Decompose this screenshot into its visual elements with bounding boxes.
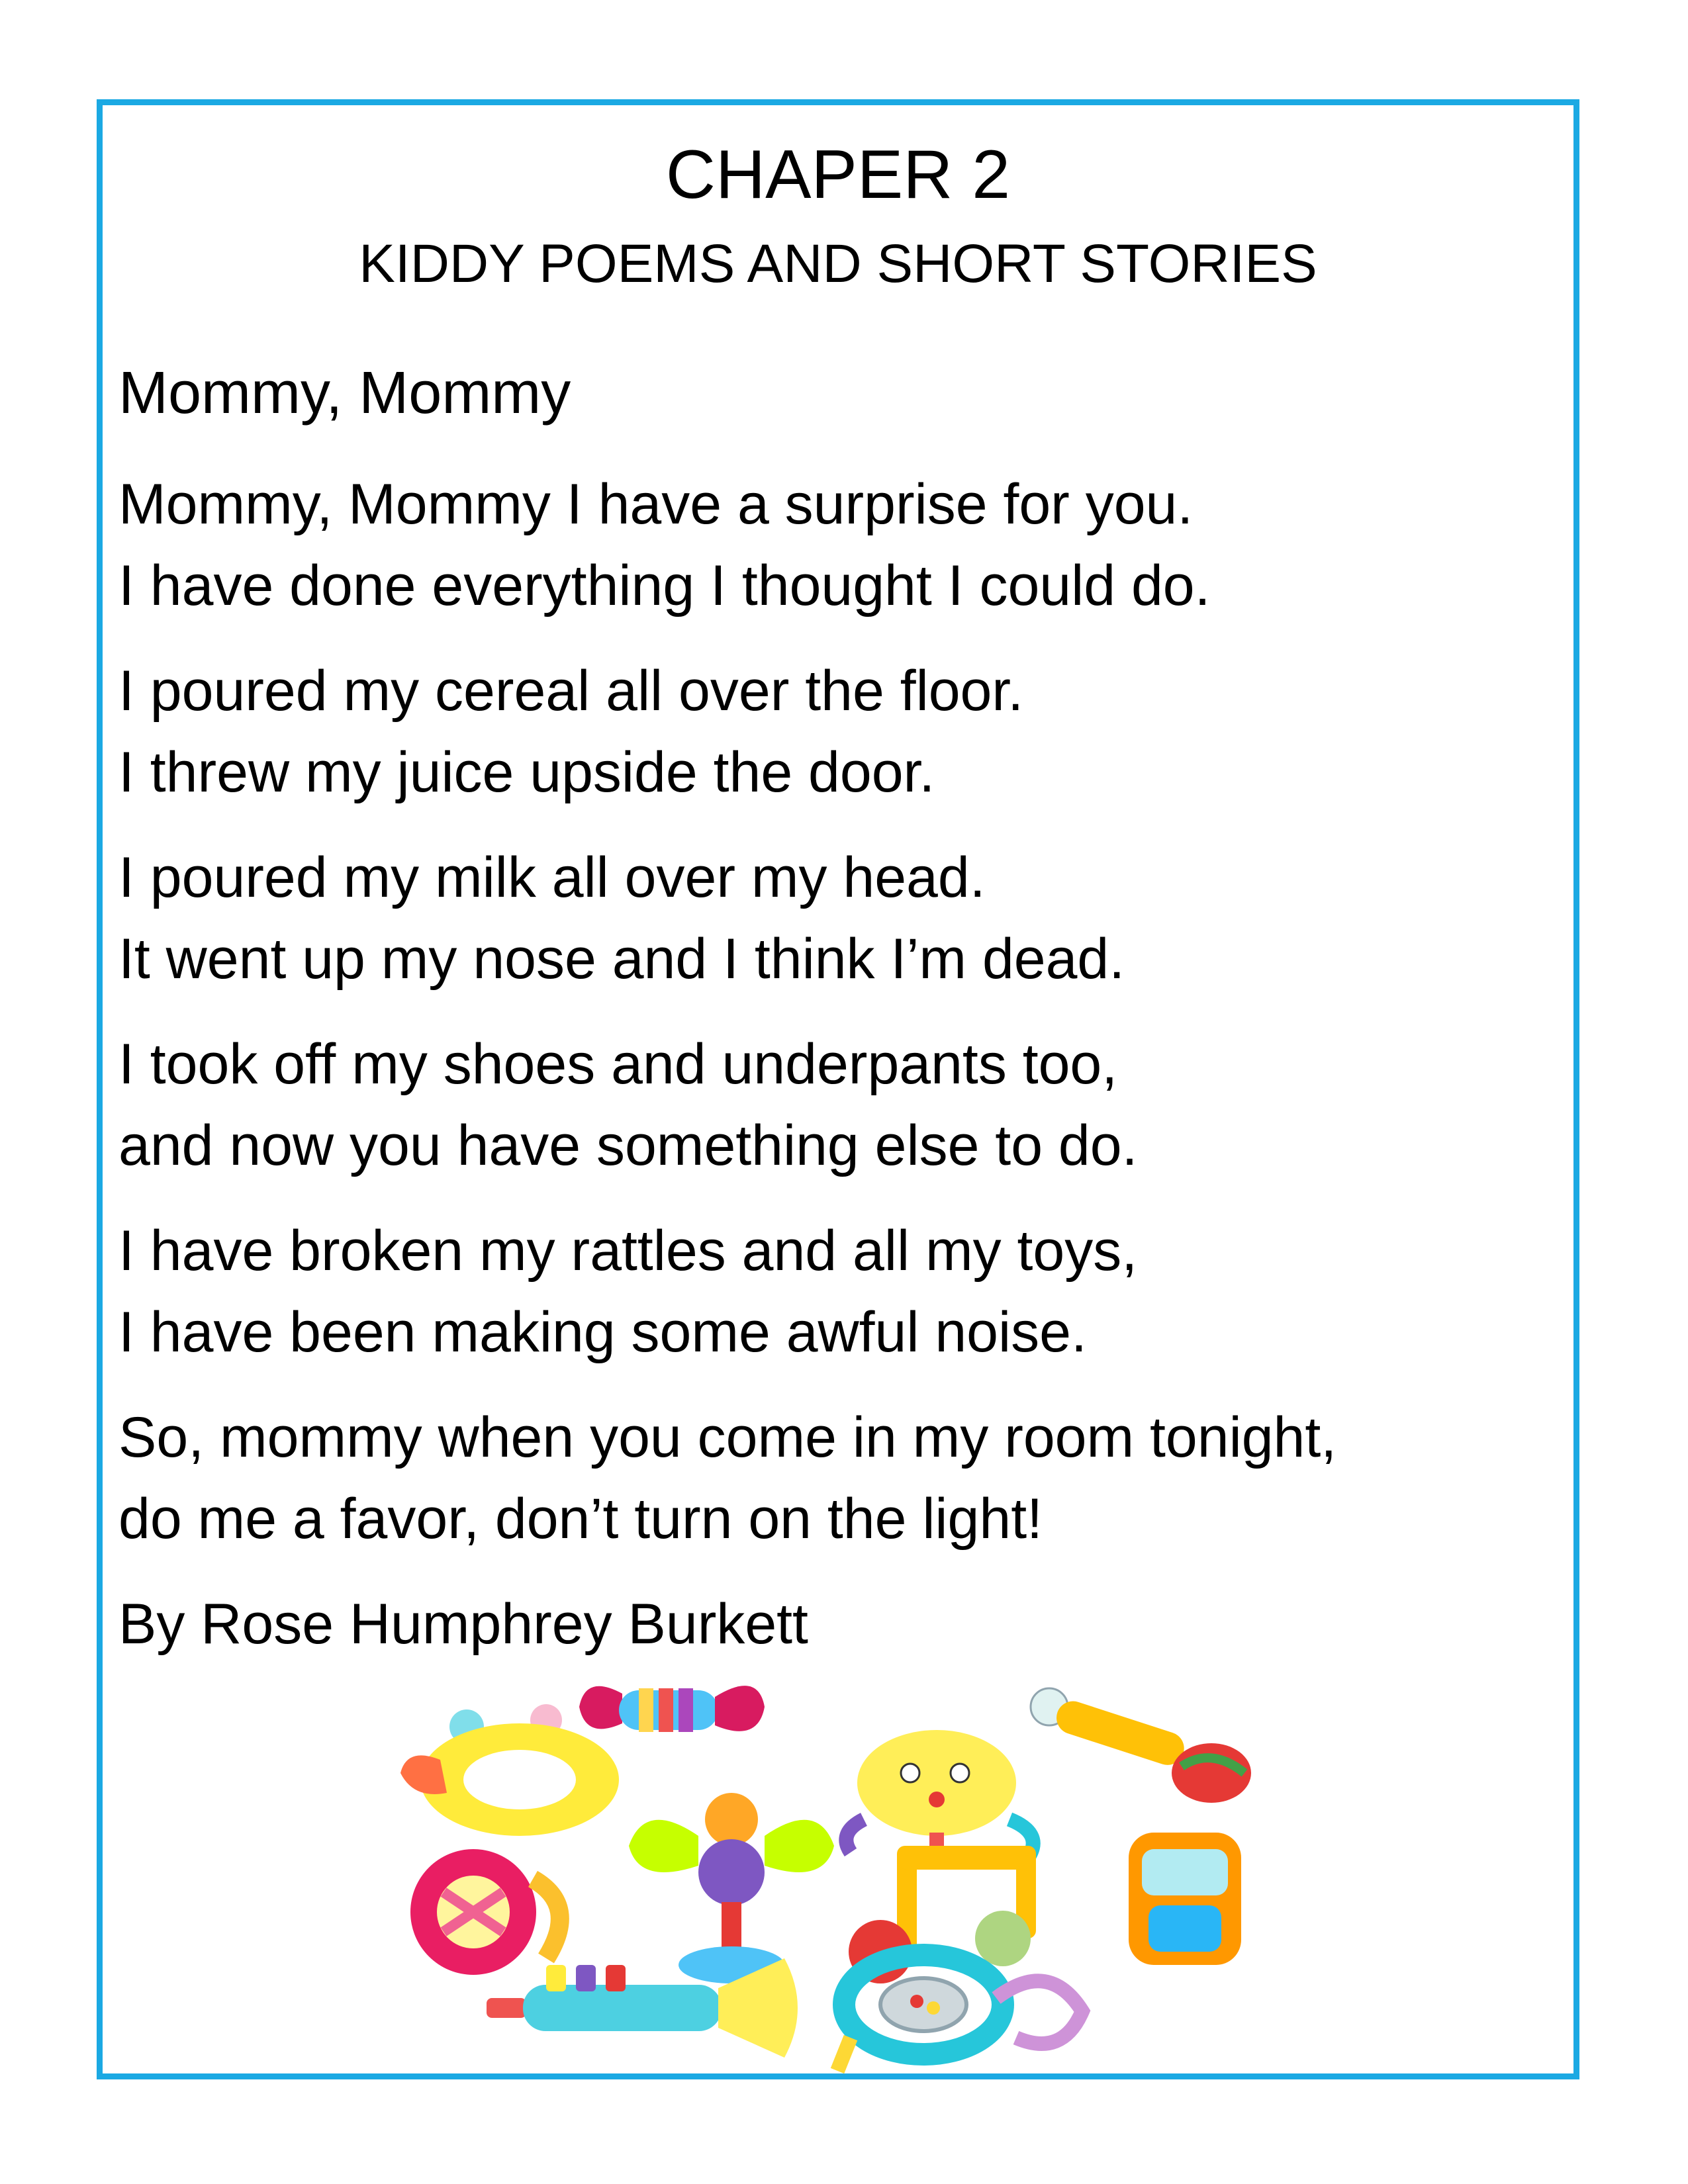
stanza xyxy=(118,837,1568,1000)
poem-line: I have been making some awful noise. xyxy=(118,1300,1087,1364)
baby-toys-illustration xyxy=(387,1667,1294,2077)
poem xyxy=(118,357,1568,1665)
poem-line: I threw my juice upside the door. xyxy=(118,741,935,804)
stanza xyxy=(118,1397,1568,1560)
poem-line: I poured my milk all over my head. xyxy=(118,846,986,909)
poem-line: I took off my shoes and underpants too, xyxy=(118,1032,1118,1096)
maraca-icon xyxy=(1031,1688,1251,1803)
octopus-toy-icon xyxy=(846,1730,1033,1866)
stanza xyxy=(118,1210,1568,1373)
poem-line: It went up my nose and I think I’m dead. xyxy=(118,927,1125,991)
bee-toy-icon xyxy=(629,1793,834,1983)
chapter-title: CHAPER 2 xyxy=(665,136,1011,213)
poem-line: and now you have something else to do. xyxy=(118,1114,1138,1177)
poem-author: By Rose Humphrey Burkett xyxy=(118,1592,808,1656)
chapter-subtitle: KIDDY POEMS AND SHORT STORIES xyxy=(359,234,1317,294)
poem-line: I have broken my rattles and all my toys, xyxy=(118,1219,1138,1283)
stanza xyxy=(118,1024,1568,1187)
poem-title: Mommy, Mommy xyxy=(118,360,571,426)
poem-line: Mommy, Mommy I have a surprise for you. xyxy=(118,473,1194,536)
ball-rattle-icon xyxy=(410,1849,560,1975)
candy-rattle-icon xyxy=(579,1686,765,1732)
teether-ring-icon xyxy=(400,1704,619,1836)
poem-line: do me a favor, don’t turn on the light! xyxy=(118,1487,1043,1551)
phone-rattle-icon xyxy=(1129,1833,1241,1965)
page-border xyxy=(97,99,1579,2079)
poem-line: I poured my cereal all over the floor. xyxy=(118,659,1024,723)
ring-rattle-icon xyxy=(837,1955,1082,2071)
poem-line: So, mommy when you come in my room tonight, xyxy=(118,1406,1337,1469)
stanza xyxy=(118,464,1568,627)
stanza xyxy=(118,651,1568,813)
poem-line: I have done everything I thought I could do. xyxy=(118,554,1211,617)
